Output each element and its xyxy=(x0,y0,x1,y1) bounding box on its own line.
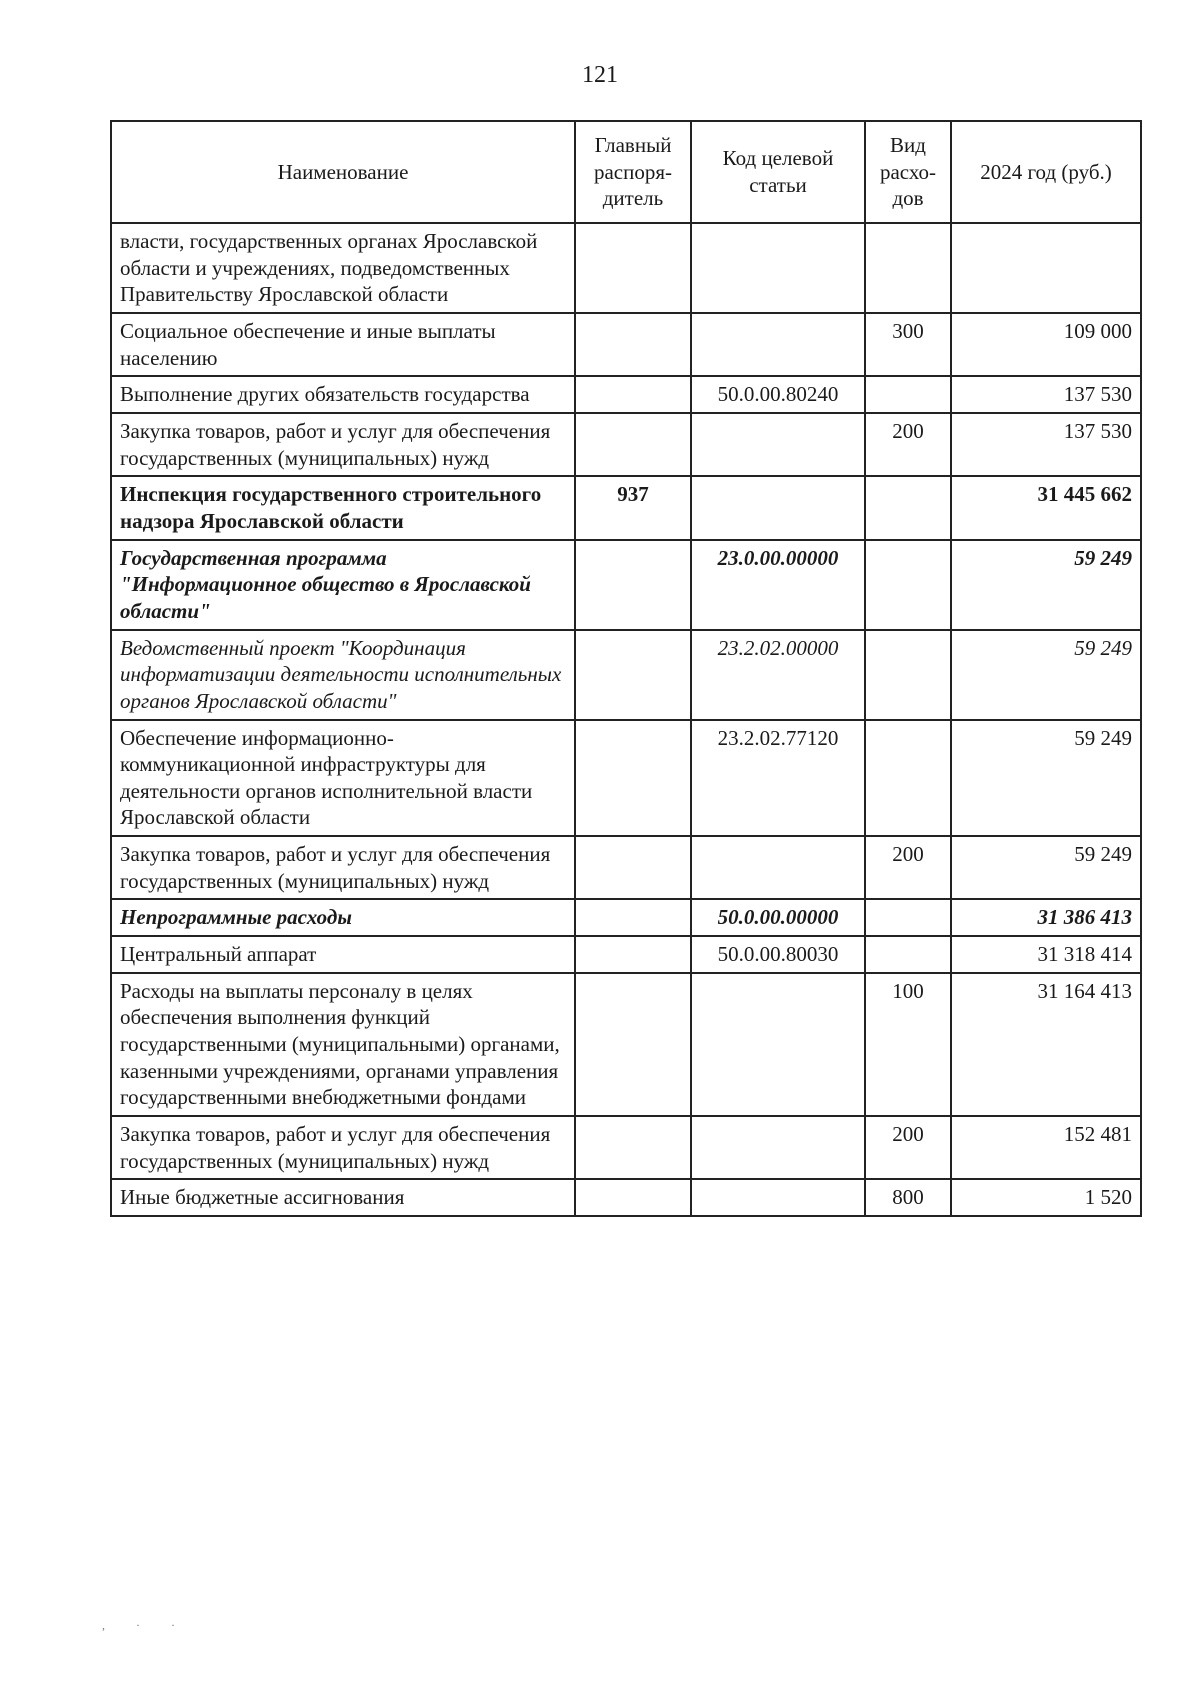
table-row xyxy=(111,973,1141,1116)
table-row xyxy=(111,836,1141,899)
cell-amount: 1 520 xyxy=(951,1179,1141,1216)
cell-name: Ведомственный проект "Координация информатизации деятельности исполнительных органов Ярославской области" xyxy=(111,630,575,720)
table-row xyxy=(111,1179,1141,1216)
cell-name: Обеспечение информационно-коммуникационной инфраструктуры для деятельности органов исполнительной власти Ярославской области xyxy=(111,720,575,837)
cell-target-code xyxy=(691,1179,865,1216)
cell-name: Социальное обеспечение и иные выплаты населению xyxy=(111,313,575,376)
header-name: Наименование xyxy=(111,121,575,223)
budget-table xyxy=(110,120,1142,1217)
cell-amount: 31 445 662 xyxy=(951,476,1141,539)
cell-target-code: 23.2.02.00000 xyxy=(691,630,865,720)
cell-expense-type: 200 xyxy=(865,1116,951,1179)
table-row xyxy=(111,630,1141,720)
cell-amount xyxy=(951,223,1141,313)
cell-amount: 59 249 xyxy=(951,630,1141,720)
cell-amount: 59 249 xyxy=(951,720,1141,837)
cell-name: Непрограммные расходы xyxy=(111,899,575,936)
header-amount: 2024 год (руб.) xyxy=(951,121,1141,223)
cell-name: Выполнение других обязательств государства xyxy=(111,376,575,413)
cell-expense-type xyxy=(865,476,951,539)
table-row xyxy=(111,540,1141,630)
cell-expense-type xyxy=(865,630,951,720)
cell-amount: 31 386 413 xyxy=(951,899,1141,936)
cell-target-code xyxy=(691,476,865,539)
page-number: 121 xyxy=(582,62,618,88)
cell-target-code xyxy=(691,973,865,1116)
cell-main-manager xyxy=(575,223,691,313)
cell-expense-type: 200 xyxy=(865,836,951,899)
header-main-manager: Главный распоря-дитель xyxy=(575,121,691,223)
cell-name: Инспекция государственного строительного надзора Ярославской области xyxy=(111,476,575,539)
cell-target-code xyxy=(691,413,865,476)
cell-name: Закупка товаров, работ и услуг для обеспечения государственных (муниципальных) нужд xyxy=(111,1116,575,1179)
cell-main-manager: 937 xyxy=(575,476,691,539)
table-row xyxy=(111,313,1141,376)
cell-amount: 137 530 xyxy=(951,376,1141,413)
table-row xyxy=(111,936,1141,973)
table-header xyxy=(111,121,1141,223)
table-row xyxy=(111,376,1141,413)
cell-main-manager xyxy=(575,413,691,476)
cell-expense-type xyxy=(865,899,951,936)
cell-amount: 152 481 xyxy=(951,1116,1141,1179)
table-row xyxy=(111,223,1141,313)
cell-target-code: 50.0.00.00000 xyxy=(691,899,865,936)
cell-main-manager xyxy=(575,720,691,837)
cell-amount: 137 530 xyxy=(951,413,1141,476)
cell-main-manager xyxy=(575,630,691,720)
cell-name: Центральный аппарат xyxy=(111,936,575,973)
cell-name: Расходы на выплаты персоналу в целях обеспечения выполнения функций государственными (муниципальными) органами, казенными учреждениями, органами управления государственными внебюджетными фондами xyxy=(111,973,575,1116)
cell-main-manager xyxy=(575,1116,691,1179)
cell-target-code xyxy=(691,836,865,899)
cell-target-code: 50.0.00.80030 xyxy=(691,936,865,973)
cell-target-code xyxy=(691,223,865,313)
cell-target-code xyxy=(691,313,865,376)
cell-expense-type: 300 xyxy=(865,313,951,376)
table-row xyxy=(111,720,1141,837)
cell-name: Закупка товаров, работ и услуг для обеспечения государственных (муниципальных) нужд xyxy=(111,836,575,899)
cell-name: Государственная программа "Информационное общество в Ярославской области" xyxy=(111,540,575,630)
cell-expense-type: 200 xyxy=(865,413,951,476)
cell-expense-type: 800 xyxy=(865,1179,951,1216)
cell-name: Иные бюджетные ассигнования xyxy=(111,1179,575,1216)
table-row xyxy=(111,899,1141,936)
cell-main-manager xyxy=(575,540,691,630)
cell-main-manager xyxy=(575,376,691,413)
cell-expense-type xyxy=(865,223,951,313)
table-row xyxy=(111,476,1141,539)
table-body xyxy=(111,223,1141,1216)
cell-main-manager xyxy=(575,973,691,1116)
header-row xyxy=(111,121,1141,223)
scan-specks: , · · xyxy=(102,1618,189,1632)
cell-expense-type xyxy=(865,540,951,630)
cell-target-code: 50.0.00.80240 xyxy=(691,376,865,413)
cell-main-manager xyxy=(575,313,691,376)
cell-name: Закупка товаров, работ и услуг для обеспечения государственных (муниципальных) нужд xyxy=(111,413,575,476)
cell-name: власти, государственных органах Ярославской области и учреждениях, подведомственных Правительству Ярославской области xyxy=(111,223,575,313)
cell-amount: 59 249 xyxy=(951,540,1141,630)
cell-expense-type xyxy=(865,376,951,413)
cell-expense-type: 100 xyxy=(865,973,951,1116)
cell-main-manager xyxy=(575,836,691,899)
table-row xyxy=(111,413,1141,476)
cell-main-manager xyxy=(575,936,691,973)
cell-target-code xyxy=(691,1116,865,1179)
header-expense-type: Вид расхо-дов xyxy=(865,121,951,223)
cell-expense-type xyxy=(865,936,951,973)
cell-amount: 109 000 xyxy=(951,313,1141,376)
cell-target-code: 23.0.00.00000 xyxy=(691,540,865,630)
cell-amount: 31 318 414 xyxy=(951,936,1141,973)
cell-target-code: 23.2.02.77120 xyxy=(691,720,865,837)
cell-expense-type xyxy=(865,720,951,837)
cell-main-manager xyxy=(575,1179,691,1216)
cell-amount: 31 164 413 xyxy=(951,973,1141,1116)
header-target-code: Код целевой статьи xyxy=(691,121,865,223)
cell-main-manager xyxy=(575,899,691,936)
cell-amount: 59 249 xyxy=(951,836,1141,899)
table-row xyxy=(111,1116,1141,1179)
